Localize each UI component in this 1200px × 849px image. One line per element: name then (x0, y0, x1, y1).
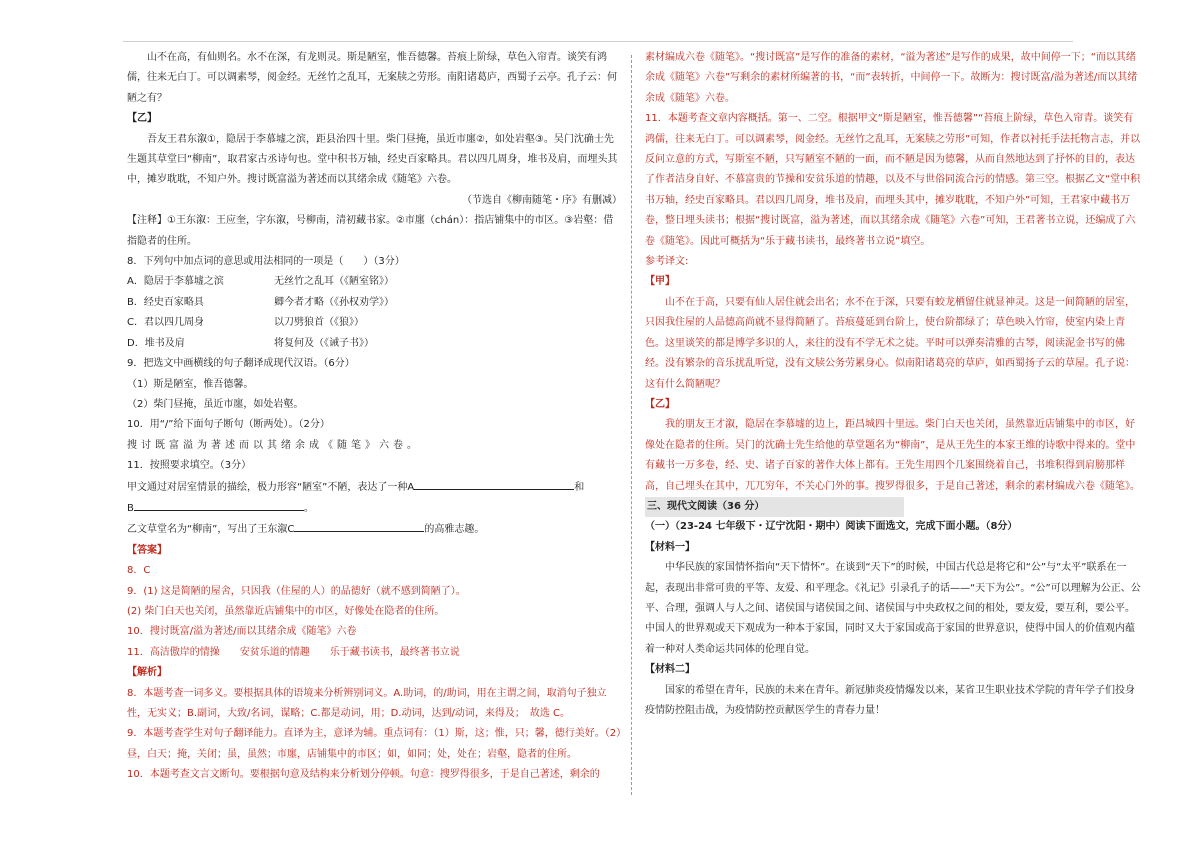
option-a-right: 无丝竹之乱耳（《陋室铭》） (274, 276, 394, 288)
answer-9-1: 9．(1) 这是简陋的屋舍，只因我（住屋的人）的品德好（就不感到简陋了）。 (127, 585, 466, 597)
question-10-sentence: 搜讨既富溢为著述而以其绪余成《随笔》六卷。 (127, 439, 421, 451)
q11-line1-text: 甲文通过对居室情景的描绘，极力形容“陋室”不陋，表达了一种A (127, 481, 415, 493)
question-11: 11．按照要求填空。（3分） (127, 460, 252, 472)
option-c-left: C．君以四几周身 (127, 317, 204, 329)
q11-line3-text: 乙文草堂名为“柳南”，写出了王东溆C (127, 524, 295, 536)
option-a-left: A．隐居于李慕墟之滨 (127, 276, 224, 288)
analysis-8: 8．本题考查一词多义。要根据具体的语境来分析辨别词义。A.助词，的/助词，用在主谓之间，取消句子独立性，无实义；B.副词，大致/名词，谋略；C.都是动词，用；D.动词，达到/动词，来得及； 故选 C。 (127, 687, 607, 719)
blank-b (134, 498, 304, 511)
material-2-label: 【材料二】 (645, 664, 695, 676)
right-column (645, 48, 1142, 721)
q8-option-c (127, 313, 622, 333)
section-3-title: 三、现代文阅读（36 分） (645, 497, 904, 517)
blank-c (294, 519, 424, 532)
option-b-right: 卿今者才略（《孙权劝学》） (274, 296, 394, 308)
yi-label: 【乙】 (127, 113, 157, 125)
question-10: 10．用“/”给下面句子断句（断两处）。（2分） (127, 419, 330, 431)
yi-text: 吾友王君东溆①，隐居于李慕墟之滨，距县治四十里。柴门昼掩，虽近市廛②，如处岩壑③。吴门沈确士先生题其草堂曰“柳南”，取君家古丞诗句也。堂中积书万轴，经史百家略具。君以四几周身，堆书及肩，而埋头其中，摊岁耽耽，不知户外。搜讨既富溢为著述而以其绪余成《随笔》六卷。 (127, 133, 618, 186)
reference-translation-label: 参考译文: (645, 256, 689, 268)
question-11-line-2 (127, 498, 622, 519)
q8-option-b (127, 293, 622, 313)
q8-option-a (127, 272, 622, 292)
option-c-right: 以刀劈狼首（《狼》） (274, 317, 364, 329)
answer-9-2: (2) 柴门白天也关闭，虽然靠近店铺集中的市区，好像处在隐者的住所。 (127, 605, 445, 617)
blank-a (414, 477, 574, 490)
q11-line3-end: 的高雅志趣。 (424, 524, 485, 536)
option-b-left: B．经史百家略具 (127, 296, 204, 308)
yi-source: （节选自《柳南随笔・序》有删减） (462, 194, 622, 206)
material-2-text: 国家的希望在青年，民族的未来在青年。新冠肺炎疫情爆发以来，某省卫生职业技术学院的青年学子们投身疫情防控阻击战，为疫情防控贡献医学生的青春力量！ (645, 684, 1135, 716)
question-9-1: （1）斯是陋室，惟吾德馨。 (127, 378, 254, 390)
answer-11: 11．高洁傲岸的情操 安贫乐道的情趣 乐于藏书读书，最终著书立说 (127, 646, 460, 658)
option-d-right: 将复何及（《诫子书》） (274, 337, 374, 349)
translation-jia: 山不在于高，只要有仙人居住就会出名；水不在于深，只要有蛟龙栖留住就显神灵。这是一间简陋的居室，只因我住屋的人品德高尚就不显得简陋了。苔痕蔓延到台阶上，使台阶都绿了；草色映入竹帘，使室内染上青色。这里谈笑的都是博学多识的人，来往的没有不学无术之徒。平时可以弹奏清雅的古琴，阅读泥金书写的佛经。没有繁杂的音乐扰乱听觉，没有文牍公务劳累身心。似南阳诸葛亮的草庐，如西蜀扬子云的草屋。孔子说：这有什么简陋呢？ (645, 296, 1135, 390)
analysis-11: 11．本题考查文章内容概括。第一、二空。根据甲文“斯是陋室，惟吾德馨”“苔痕上阶绿，草色入帘青。谈笑有鸿儒，往来无白丁。可以调素琴，阅金经。无丝竹之乱耳，无案牍之劳形”可知，作者以衬托手法托物言志，并以反问立意的方式，写斯室不陋，只写陋室不陋的一面，而不陋是因为德馨，从而自然地达到了抒怀的目的，表达了作者洁身自好、不慕富贵的节操和安贫乐道的情趣，以及不与世俗同流合污的情感。第三空。根据乙文“堂中积书万轴，经史百家略具。君以四几周身，堆书及肩，而埋头其中，摊岁耽耽，不知户外”可知，王君家中藏书万卷，整日埋头读书；根据“搜讨既富，溢为著述，而以其绪余成《随笔》六卷”可知，王君著书立说，还编成了六卷《随笔》。因此可概括为“乐于藏书读书，最终著书立说”填空。 (645, 113, 1141, 247)
page-top-border (123, 41, 1073, 42)
jia-text: 山不在高，有仙则名。水不在深，有龙则灵。斯是陋室，惟吾德馨。苔痕上阶绿，草色入帘青。谈笑有鸿儒，往来无白丁。可以调素琴，阅金经。无丝竹之乱耳，无案牍之劳形。南阳诸葛庐，西蜀子云亭。孔子云：何陋之有？ (127, 52, 617, 104)
answer-8: 8．C (127, 565, 151, 577)
left-column (127, 48, 622, 786)
q11-line2-label: B (127, 502, 134, 514)
analysis-10-continued: 素材编成六卷《随笔》。“搜讨既富”是写作的准备的素材，“溢为著述”是写作的成果，故中间停一下；“而以其绪余成《随笔》六卷”写剩余的素材所编著的书，“而”表转折，中间停一下。故断为：搜讨既富/溢为著述/而以其绪余成《随笔》六卷。 (645, 52, 1138, 104)
question-9: 9．把选文中画横线的句子翻译成现代汉语。（6分） (127, 358, 355, 370)
translation-yi-label: 【乙】 (645, 398, 675, 410)
q11-line1-end: 和 (574, 481, 585, 493)
question-11-line-1 (127, 477, 622, 498)
material-1-label: 【材料一】 (645, 541, 695, 553)
material-1-text: 中华民族的家国情怀指向“天下情怀”。在谈到“天下”的时候，中国古代总是将它和“公”与“太平”联系在一起，表现出非常可贵的平等、友爱、和平理念。《礼记》引录孔子的话——“天下为公”。“公”可以理解为公正、公平、合理，强调人与人之间、诸侯国与诸侯国之间、诸侯国与中央政权之间的相处，要友爱，要互利，要公平。中国人的世界观或天下观成为一种本于家国，同时又大于家国或高于家国的世界意识，使得中国人的价值观内蕴着一种对人类命运共同体的伦理自觉。 (645, 562, 1141, 655)
notes: 【注释】①王东溆：王应奎，字东溆，号柳南，清初藏书家。②市廛（chán）：指店铺集中的市区。③岩壑：借指隐者的住所。 (127, 215, 614, 247)
q11-line2-end: 。 (303, 502, 314, 514)
answer-10: 10．搜讨既富/溢为著述/而以其绪余成《随笔》六卷 (127, 626, 357, 638)
q8-option-d (127, 334, 622, 354)
translation-jia-label: 【甲】 (645, 276, 675, 288)
column-divider (631, 55, 632, 795)
question-9-2: （2）柴门昼掩，虽近市廛，如处岩壑。 (127, 398, 304, 410)
question-11-line-3 (127, 519, 622, 540)
analysis-9: 9．本题考查学生对句子翻译能力。直译为主，意译为辅。重点词有：（1）斯，这；惟，只；馨，德行美好。（2）昼，白天；掩，关闭；虽，虽然；市廛，店铺集中的市区；如，如同；处，处在；岩壑，隐者的住所。 (127, 728, 622, 760)
analysis-10: 10．本题考查文言文断句。要根据句意及结构来分析划分停顿。句意：搜罗得很多，于是自己著述，剩余的 (127, 769, 600, 781)
reading-subheading: （一）（23-24 七年级下・辽宁沈阳・期中）阅读下面选文，完成下面小题。（8分） (645, 521, 1018, 533)
question-8: 8．下列句中加点词的意思或用法相同的一项是（ ）（3分） (127, 256, 405, 268)
section-3-heading (645, 497, 1142, 517)
analysis-label: 【解析】 (127, 667, 167, 679)
translation-yi: 我的朋友王才溆，隐居在李慕墟的边上，距昌城四十里远。柴门白天也关闭，虽然靠近店铺集中的市区，好像处在隐者的住所。吴门的沈确士先生给他的草堂题名为“柳南”，是从王先生的本家王维的诗歌中得来的。堂中有藏书一万多卷，经、史、诸子百家的著作大体上都有。王先生用四个几案围绕着自己，书堆积得到肩膀那样高，自己埋头在其中，兀兀穷年，不关心门外的事。搜罗得很多，于是自己著述，剩余的素材编成六卷《随笔》。 (645, 419, 1140, 492)
option-d-left: D．堆书及肩 (127, 337, 185, 349)
answer-label: 【答案】 (127, 544, 167, 556)
